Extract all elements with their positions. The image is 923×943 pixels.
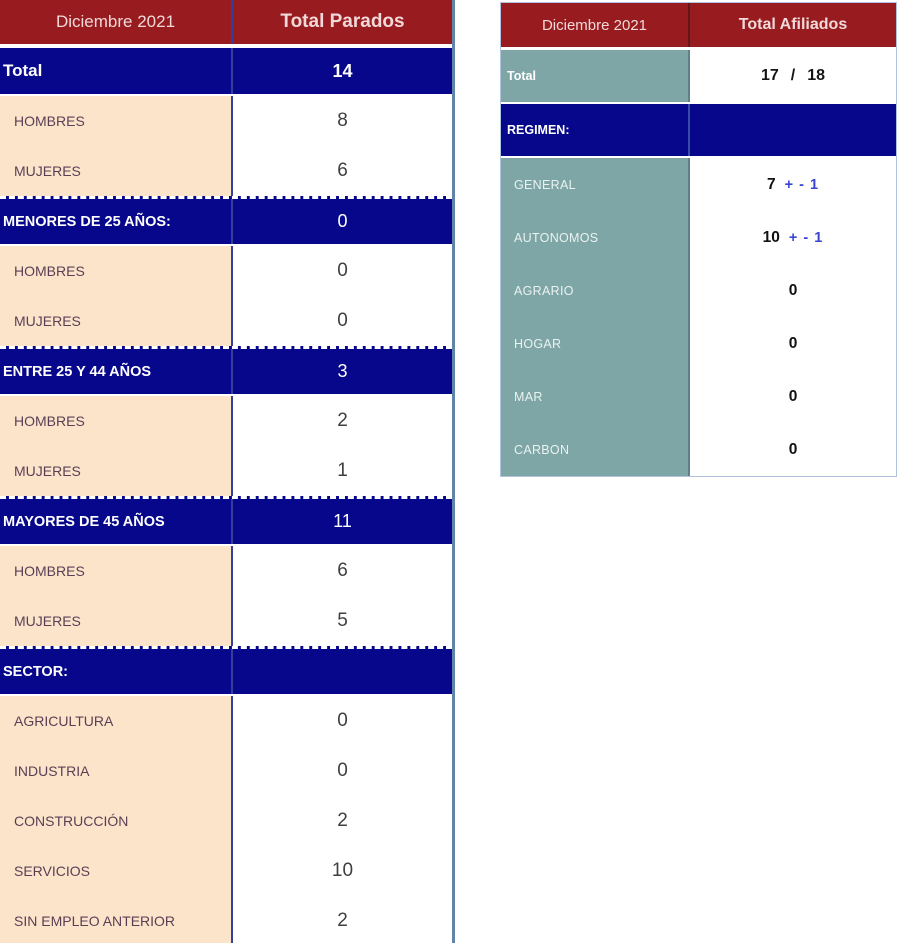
value-variation: + - 1 <box>784 176 820 193</box>
row-value: 0 <box>233 746 452 796</box>
row-value <box>690 158 896 211</box>
row-label: AUTONOMOS <box>501 211 690 264</box>
row-value: 14 <box>332 60 353 81</box>
row-label: Total <box>501 50 690 102</box>
table-row <box>0 796 452 846</box>
table-row <box>501 423 896 476</box>
table-row-section <box>0 196 452 246</box>
row-label: SIN EMPLEO ANTERIOR <box>0 896 233 943</box>
row-value <box>690 370 896 423</box>
row-label: HOMBRES <box>0 96 233 146</box>
parados-header-row <box>0 0 452 44</box>
table-row <box>0 146 452 196</box>
table-row <box>0 96 452 146</box>
row-label: HOMBRES <box>0 546 233 596</box>
value-number: 7 <box>766 175 776 193</box>
value-number: 0 <box>788 387 798 405</box>
table-row-section <box>0 646 452 696</box>
row-value <box>690 423 896 476</box>
table-row <box>501 264 896 317</box>
afiliados-table <box>500 2 897 477</box>
row-label: CONSTRUCCIÓN <box>0 796 233 846</box>
row-value: 6 <box>233 146 452 196</box>
row-value <box>233 649 452 694</box>
row-label: SECTOR: <box>0 649 233 694</box>
value-current: 17 <box>760 67 779 84</box>
table-row <box>0 446 452 496</box>
row-value: 8 <box>233 96 452 146</box>
row-label: MUJERES <box>0 296 233 346</box>
row-value: 0 <box>337 211 348 231</box>
row-label: MUJERES <box>0 446 233 496</box>
row-label: GENERAL <box>501 158 690 211</box>
table-row-section <box>501 104 896 156</box>
row-label: Total <box>0 48 233 94</box>
row-value: 5 <box>233 596 452 646</box>
table-row-total <box>0 48 452 96</box>
table-row <box>0 246 452 296</box>
row-value: 2 <box>233 396 452 446</box>
table-row <box>0 746 452 796</box>
row-value <box>690 50 896 102</box>
parados-table <box>0 0 455 943</box>
row-value: 6 <box>233 546 452 596</box>
row-label: REGIMEN: <box>501 104 690 156</box>
value-number: 0 <box>788 334 798 352</box>
row-label: MUJERES <box>0 596 233 646</box>
row-label: CARBON <box>501 423 690 476</box>
row-value: 3 <box>337 361 348 381</box>
table-row-section <box>0 496 452 546</box>
row-value: 10 <box>233 846 452 896</box>
row-value: 0 <box>233 246 452 296</box>
table-row <box>0 296 452 346</box>
table-row <box>501 370 896 423</box>
row-value: 0 <box>233 296 452 346</box>
parados-period-header: Diciembre 2021 <box>0 0 233 44</box>
row-label: INDUSTRIA <box>0 746 233 796</box>
value-separator: / <box>790 67 796 84</box>
table-row <box>0 546 452 596</box>
row-label: MENORES DE 25 AÑOS: <box>0 199 233 244</box>
row-label: ENTRE 25 Y 44 AÑOS <box>0 349 233 394</box>
table-row <box>0 696 452 746</box>
parados-metric-header: Total Parados <box>280 11 405 32</box>
row-value <box>690 264 896 317</box>
value-variation: + - 1 <box>788 229 824 246</box>
row-value: 2 <box>233 796 452 846</box>
row-label: HOMBRES <box>0 246 233 296</box>
row-value: 1 <box>233 446 452 496</box>
afiliados-period-header: Diciembre 2021 <box>501 3 690 47</box>
table-row <box>0 396 452 446</box>
row-label: MAYORES DE 45 AÑOS <box>0 499 233 544</box>
value-number: 0 <box>788 440 798 458</box>
table-row <box>0 596 452 646</box>
row-label: MAR <box>501 370 690 423</box>
afiliados-header-row <box>501 3 896 47</box>
row-label: AGRICULTURA <box>0 696 233 746</box>
table-row <box>0 846 452 896</box>
value-number: 10 <box>762 228 780 246</box>
row-label: HOMBRES <box>0 396 233 446</box>
row-value: 11 <box>333 511 352 531</box>
value-previous: 18 <box>807 67 826 84</box>
row-label: SERVICIOS <box>0 846 233 896</box>
row-value <box>690 104 896 156</box>
table-row-total <box>501 50 896 102</box>
row-label: AGRARIO <box>501 264 690 317</box>
row-value: 2 <box>233 896 452 943</box>
row-label: HOGAR <box>501 317 690 370</box>
table-row-section <box>0 346 452 396</box>
table-row <box>501 317 896 370</box>
table-row <box>0 896 452 943</box>
row-label: MUJERES <box>0 146 233 196</box>
table-row <box>501 158 896 211</box>
row-value <box>690 211 896 264</box>
row-value: 0 <box>233 696 452 746</box>
afiliados-metric-header: Total Afiliados <box>738 16 848 33</box>
table-row <box>501 211 896 264</box>
row-value <box>690 317 896 370</box>
value-number: 0 <box>788 281 798 299</box>
